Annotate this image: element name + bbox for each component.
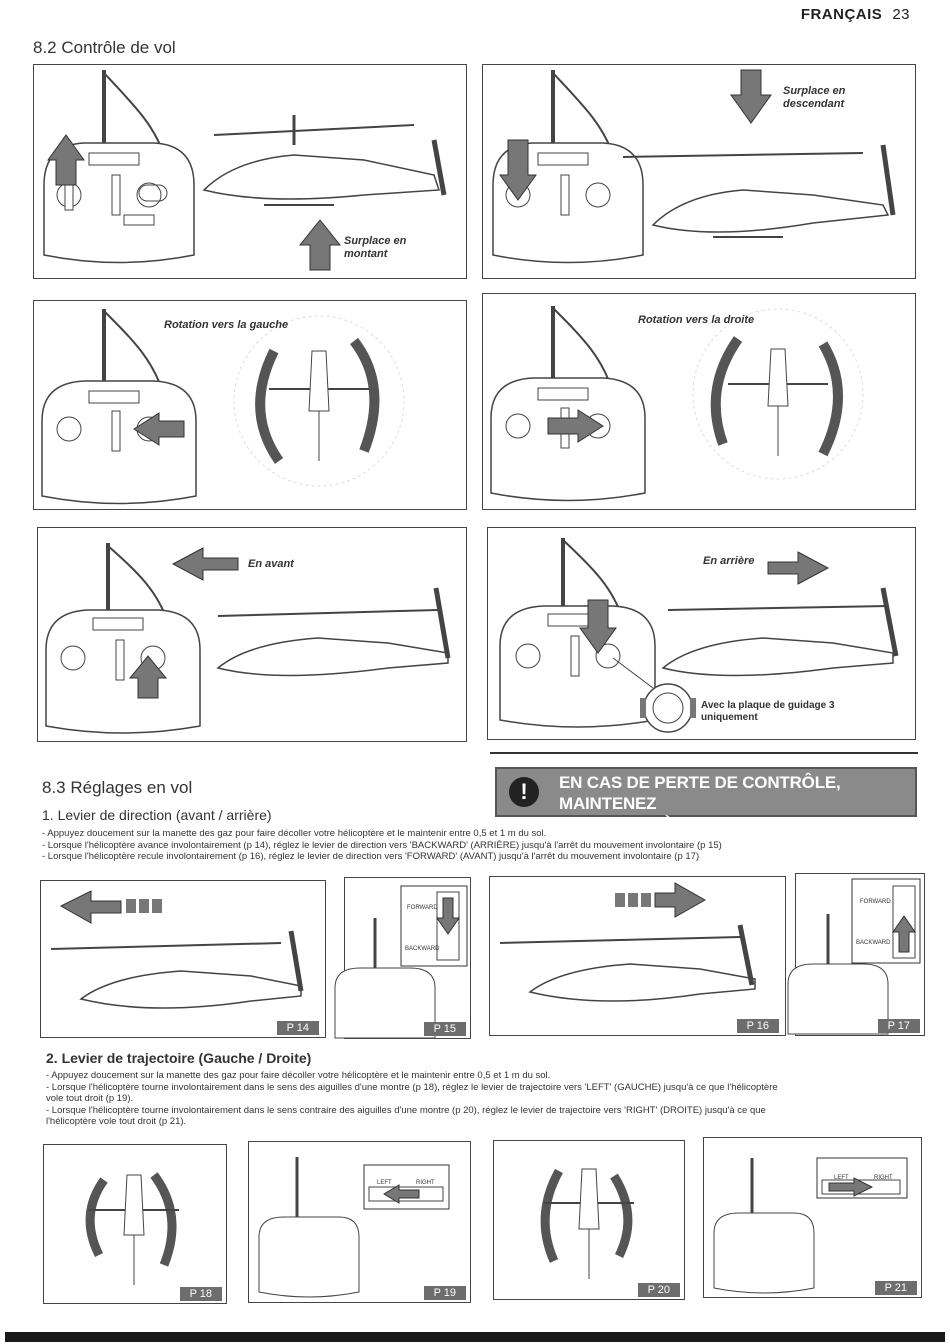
remote-left-trim-illustration [249,1142,472,1304]
trim-label-right: RIGHT [874,1175,893,1181]
figure-p17 [795,873,925,1036]
helicopter-rotating-counterclockwise-illustration [494,1141,686,1301]
section-8-3-title: 8.3 Réglages en vol [42,778,193,797]
figure-p21 [703,1137,922,1298]
trim-label-backward: BACKWARD [856,940,891,946]
figure-label-p19: P 19 [424,1286,466,1300]
trim-label-left: LEFT [834,1175,849,1181]
remote-backward-trim-illustration [345,878,472,1040]
panel-rotate-left-label: Rotation vers la gauche [164,319,289,331]
sub2-text [46,1070,916,1128]
sub2-line: - Lorsque l'hélicoptère tourne involontairement dans le sens contraire des aiguilles d'une montre (p 20), réglez le levier de trajectoire vers 'RIGHT' (DROITE) jusqu'à ce que [46,1104,766,1116]
figure-p19 [248,1141,471,1303]
panel-ascend [33,64,467,279]
figure-label-p15: P 15 [424,1022,466,1036]
panel-rotate-left [33,300,467,510]
warning-banner [495,767,917,834]
panel-descend-label: Surplace en descendant [783,85,846,110]
panel-forward [37,527,467,742]
remote-and-rotation-illustration [34,301,468,511]
section-8-2-title: 8.2 Contrôle de vol [33,38,176,57]
figure-p18 [43,1144,227,1304]
warning-line-1: EN CAS DE PERTE DE CONTRÔLE, MAINTENEZ [559,773,841,813]
exclamation-icon: ! [509,777,539,807]
figure-p20 [493,1140,685,1300]
trim-label-forward: FORWARD [860,899,891,905]
trim-label-backward: BACKWARD [405,946,440,952]
sub2-line: vole tout droit (p 19). [46,1093,134,1104]
page-number: 23 [892,6,910,23]
sub1-line: - Lorsque l'hélicoptère recule involontairement (p 16), réglez le levier de direction vers 'FORWARD' (AVANT) jusqu'à l'arrêt du mouvement involontaire (p 17) [42,851,700,862]
figure-label-p16: P 16 [737,1019,779,1033]
sub1-text [42,828,922,863]
section-divider [490,752,918,754]
sub2-line: l'hélicoptère vole tout droit (p 21). [46,1116,187,1127]
page-header [801,6,910,23]
figure-label-p21: P 21 [875,1281,917,1295]
sub2-line: - Appuyez doucement sur la manette des gaz pour faire décoller votre hélicoptère et le maintenir entre 0,5 et 1 m du sol. [46,1070,551,1081]
panel-rotate-right-label: Rotation vers la droite [638,314,755,326]
remote-right-trim-illustration [704,1138,923,1299]
panel-descend [482,64,916,279]
sub1-line: - Appuyez doucement sur la manette des gaz pour faire décoller votre hélicoptère et le maintenir entre 0,5 et 1 m du sol. [42,828,547,839]
helicopter-rotating-clockwise-illustration [44,1145,228,1305]
helicopter-drifting-backward-illustration [490,877,787,1037]
guide-plate-note: Avec la plaque de guidage 3 uniquement [701,700,835,723]
panel-backward [487,527,916,740]
sub2-title: 2. Levier de trajectoire (Gauche / Droite) [46,1050,312,1066]
figure-label-p20: P 20 [638,1283,680,1297]
panel-forward-label: En avant [248,558,294,570]
panel-backward-label: En arrière [703,555,755,567]
trim-label-left: LEFT [377,1180,392,1186]
figure-p16 [489,876,786,1036]
panel-ascend-label: Surplace en montant [344,235,407,260]
figure-label-p18: P 18 [180,1287,222,1301]
sub1-title: 1. Levier de direction (avant / arrière) [42,807,272,823]
panel-rotate-right [482,293,916,510]
header-language: FRANÇAIS [800,6,883,23]
figure-p14 [40,880,326,1038]
trim-label-forward: FORWARD [407,905,438,911]
figure-label-p17: P 17 [878,1019,920,1033]
trim-label-right: RIGHT [416,1180,435,1186]
sub1-line: - Lorsque l'hélicoptère avance involontairement (p 14), réglez le levier de direction vers 'BACKWARD' (ARRIÈRE) jusqu'à l'arrêt du mouvement involontaire (p 15) [42,839,722,851]
warning-line-2: LE MOTEUR À PLEINE PUISSANCE! [559,815,847,834]
helicopter-drifting-forward-illustration [41,881,327,1039]
sub2-line: - Lorsque l'hélicoptère tourne involontairement dans le sens des aiguilles d'une montre (p 18), réglez le levier de trajectoire vers 'LEFT' (GAUCHE) jusqu'à ce que l'hélicoptère [46,1081,778,1093]
figure-p15 [344,877,471,1039]
scan-edge-bar [5,1332,945,1342]
figure-label-p14: P 14 [277,1021,319,1035]
